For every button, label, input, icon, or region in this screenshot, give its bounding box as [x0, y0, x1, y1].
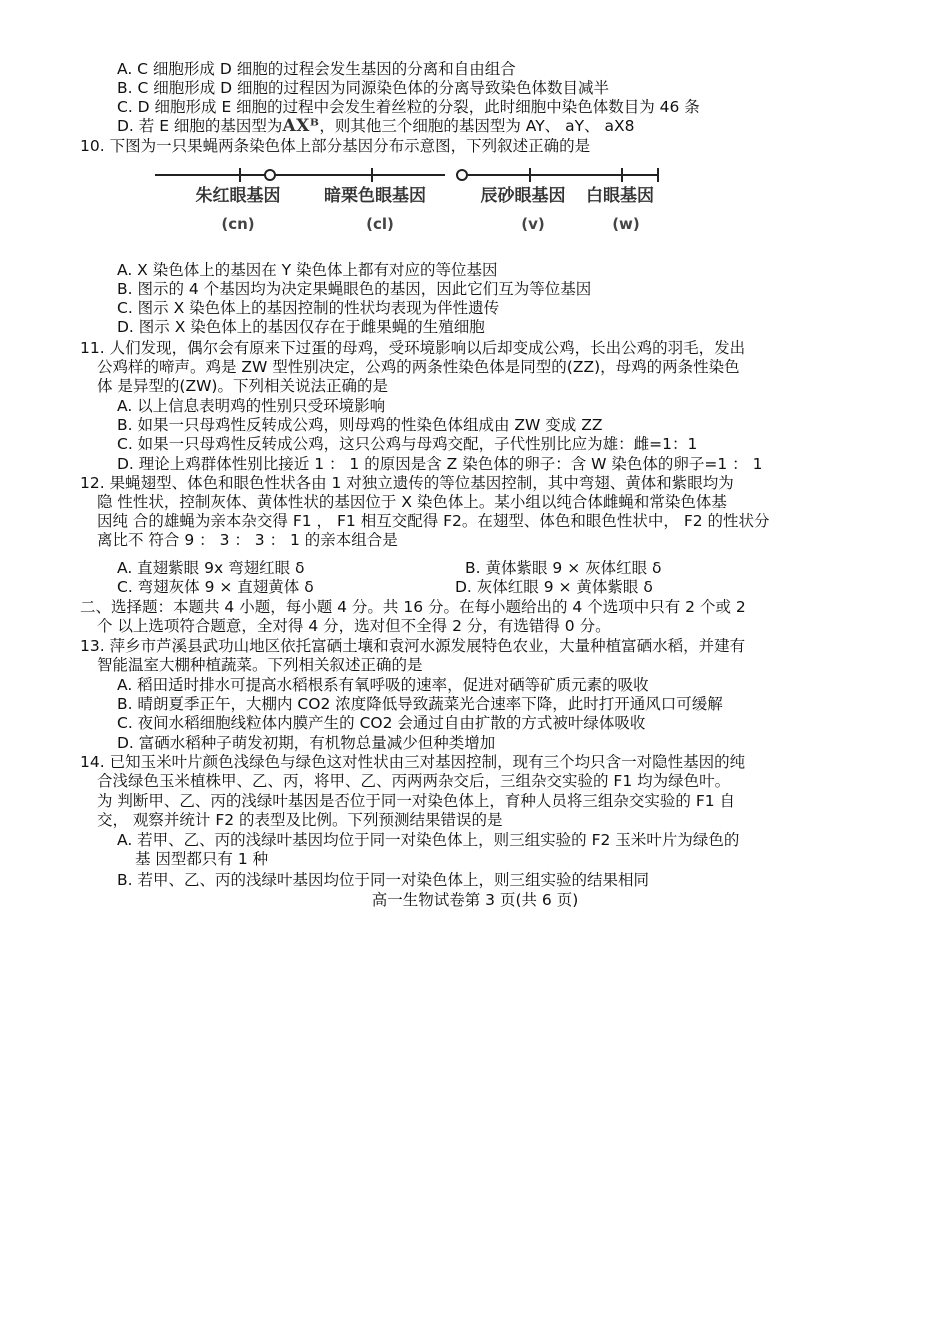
chromosome-lines [155, 168, 658, 182]
gene-symbol-cl: (cl) [366, 215, 394, 233]
q9-option-d-prefix: D. 若 E 细胞的基因型为 [117, 117, 283, 135]
q11-option-d: D. 理论上鸡群体性别比接近 1 ： 1 的原因是含 Z 染色体的卵子：含 W 染色体的卵子=1 ： 1 [117, 455, 763, 473]
q12-stem-line-2: 隐 性性状，控制灰体、黄体性状的基因位于 X 染色体上。某小组以纯合体雌蝇和常染色体基 [97, 493, 727, 511]
page-footer: 高一生物试卷第 3 页(共 6 页) [371, 891, 579, 909]
centromere-left [265, 170, 275, 180]
q14-stem-line-3: 为 判断甲、乙、丙的浅绿叶基因是否位于同一对染色体上，育种人员将三组杂交实验的 F1 自 [97, 792, 736, 810]
gene-symbol-w: (w) [612, 215, 640, 233]
q14-stem-line-2: 合浅绿色玉米植株甲、乙、丙，将甲、乙、丙两两杂交后，三组杂交实验的 F1 均为绿色叶。 [97, 772, 731, 790]
q13-option-b: B. 晴朗夏季正午，大棚内 CO2 浓度降低导致蔬菜光合速率下降，此时打开通风口可缓解 [117, 695, 723, 713]
q9-option-b: B. C 细胞形成 D 细胞的过程因为同源染色体的分离导致染色体数目减半 [117, 79, 610, 97]
gene-name-w: 白眼基因 [586, 186, 654, 206]
q13-option-a: A. 稻田适时排水可提高水稻根系有氧呼吸的速率，促进对硒等矿质元素的吸收 [117, 676, 649, 694]
q13-option-c: C. 夜间水稻细胞线粒体内膜产生的 CO2 会通过自由扩散的方式被叶绿体吸收 [117, 714, 646, 732]
q10-option-d: D. 图示 X 染色体上的基因仅存在于雌果蝇的生殖细胞 [117, 318, 485, 336]
gene-name-v: 辰砂眼基因 [480, 186, 566, 206]
gene-name-cl: 暗栗色眼基因 [324, 186, 426, 206]
genotype-label: AXᴮ [282, 116, 320, 136]
q11-option-a: A. 以上信息表明鸡的性别只受环境影响 [117, 397, 386, 415]
section2-header-line-1: 二、选择题：本题共 4 小题，每小题 4 分。共 16 分。在每小题给出的 4 个选项中只有 2 个或 2 [80, 598, 746, 616]
q9-option-a: A. C 细胞形成 D 细胞的过程会发生基因的分离和自由组合 [117, 60, 516, 78]
q14-option-a-line-2: 基 因型都只有 1 种 [135, 850, 269, 868]
q11-stem-line-3: 体 是异型的(ZW)。下列相关说法正确的是 [97, 377, 388, 395]
gene-name-cn: 朱红眼基因 [195, 186, 281, 206]
q12-stem-line-1: 12. 果蝇翅型、体色和眼色性状各由 1 对独立遗传的等位基因控制，其中弯翅、黄体和紫眼均为 [80, 474, 734, 492]
q11-stem-line-2: 公鸡样的啼声。鸡是 ZW 型性别决定，公鸡的两条性染色体是同型的(ZZ)，母鸡的两条性染色 [97, 358, 740, 376]
q11-stem-line-1: 11. 人们发现，偶尔会有原来下过蛋的母鸡，受环境影响以后却变成公鸡，长出公鸡的羽毛，发出 [80, 339, 746, 357]
q10-option-a: A. X 染色体上的基因在 Y 染色体上都有对应的等位基因 [117, 261, 498, 279]
q14-stem-line-4: 交， 观察并统计 F2 的表型及比例。下列预测结果错误的是 [97, 811, 503, 829]
q14-option-b: B. 若甲、乙、丙的浅绿叶基因均位于同一对染色体上，则三组实验的结果相同 [117, 871, 649, 889]
q14-stem-line-1: 14. 已知玉米叶片颜色浅绿色与绿色这对性状由三对基因控制，现有三个均只含一对隐性基因的纯 [80, 753, 746, 771]
gene-symbol-v: (v) [521, 215, 545, 233]
chromosome-gene-diagram [0, 0, 950, 240]
q10-option-b: B. 图示的 4 个基因均为决定果蝇眼色的基因，因此它们互为等位基因 [117, 280, 592, 298]
q12-option-d: D. 灰体红眼 9 × 黄体紫眼 δ [455, 578, 653, 596]
q11-option-c: C. 如果一只母鸡性反转成公鸡，这只公鸡与母鸡交配，子代性别比应为雄：雌=1：1 [117, 435, 698, 453]
q12-option-c: C. 弯翅灰体 9 × 直翅黄体 δ [117, 578, 314, 596]
q11-option-b: B. 如果一只母鸡性反转成公鸡，则母鸡的性染色体组成由 ZW 变成 ZZ [117, 416, 603, 434]
q12-option-a: A. 直翅紫眼 9x 弯翅红眼 δ [117, 559, 305, 577]
q9-option-c: C. D 细胞形成 E 细胞的过程中会发生着丝粒的分裂，此时细胞中染色体数目为 46 条 [117, 98, 700, 116]
q12-stem-line-3: 因纯 合的雄蝇为亲本杂交得 F1 ， F1 相互交配得 F2。在翅型、体色和眼色性状中， F2 的性状分 [97, 512, 770, 530]
gene-symbol-cn: (cn) [221, 215, 255, 233]
q13-option-d: D. 富硒水稻种子萌发初期，有机物总量减少但种类增加 [117, 734, 496, 752]
q10-stem: 10. 下图为一只果蝇两条染色体上部分基因分布示意图，下列叙述正确的是 [80, 137, 591, 155]
q14-option-a-line-1: A. 若甲、乙、丙的浅绿叶基因均位于同一对染色体上，则三组实验的 F2 玉米叶片为绿色的 [117, 831, 740, 849]
q13-stem-line-1: 13. 萍乡市芦溪县武功山地区依托富硒土壤和袁河水源发展特色农业，大量种植富硒水稻，并建有 [80, 637, 746, 655]
q12-stem-line-4: 离比不 符合 9 ： 3 ： 3 ： 1 的亲本组合是 [97, 531, 398, 549]
q13-stem-line-2: 智能温室大棚种植蔬菜。下列相关叙述正确的是 [97, 656, 423, 674]
q12-option-b: B. 黄体紫眼 9 × 灰体红眼 δ [465, 559, 662, 577]
centromere-right [457, 170, 467, 180]
q9-option-d-suffix: ，则其他三个细胞的基因型为 AY、 aY、 aX8 [319, 117, 635, 135]
section2-header-line-2: 个 以上选项符合题意，全对得 4 分，选对但不全得 2 分，有选错得 0 分。 [97, 617, 611, 635]
q10-option-c: C. 图示 X 染色体上的基因控制的性状均表现为伴性遗传 [117, 299, 500, 317]
